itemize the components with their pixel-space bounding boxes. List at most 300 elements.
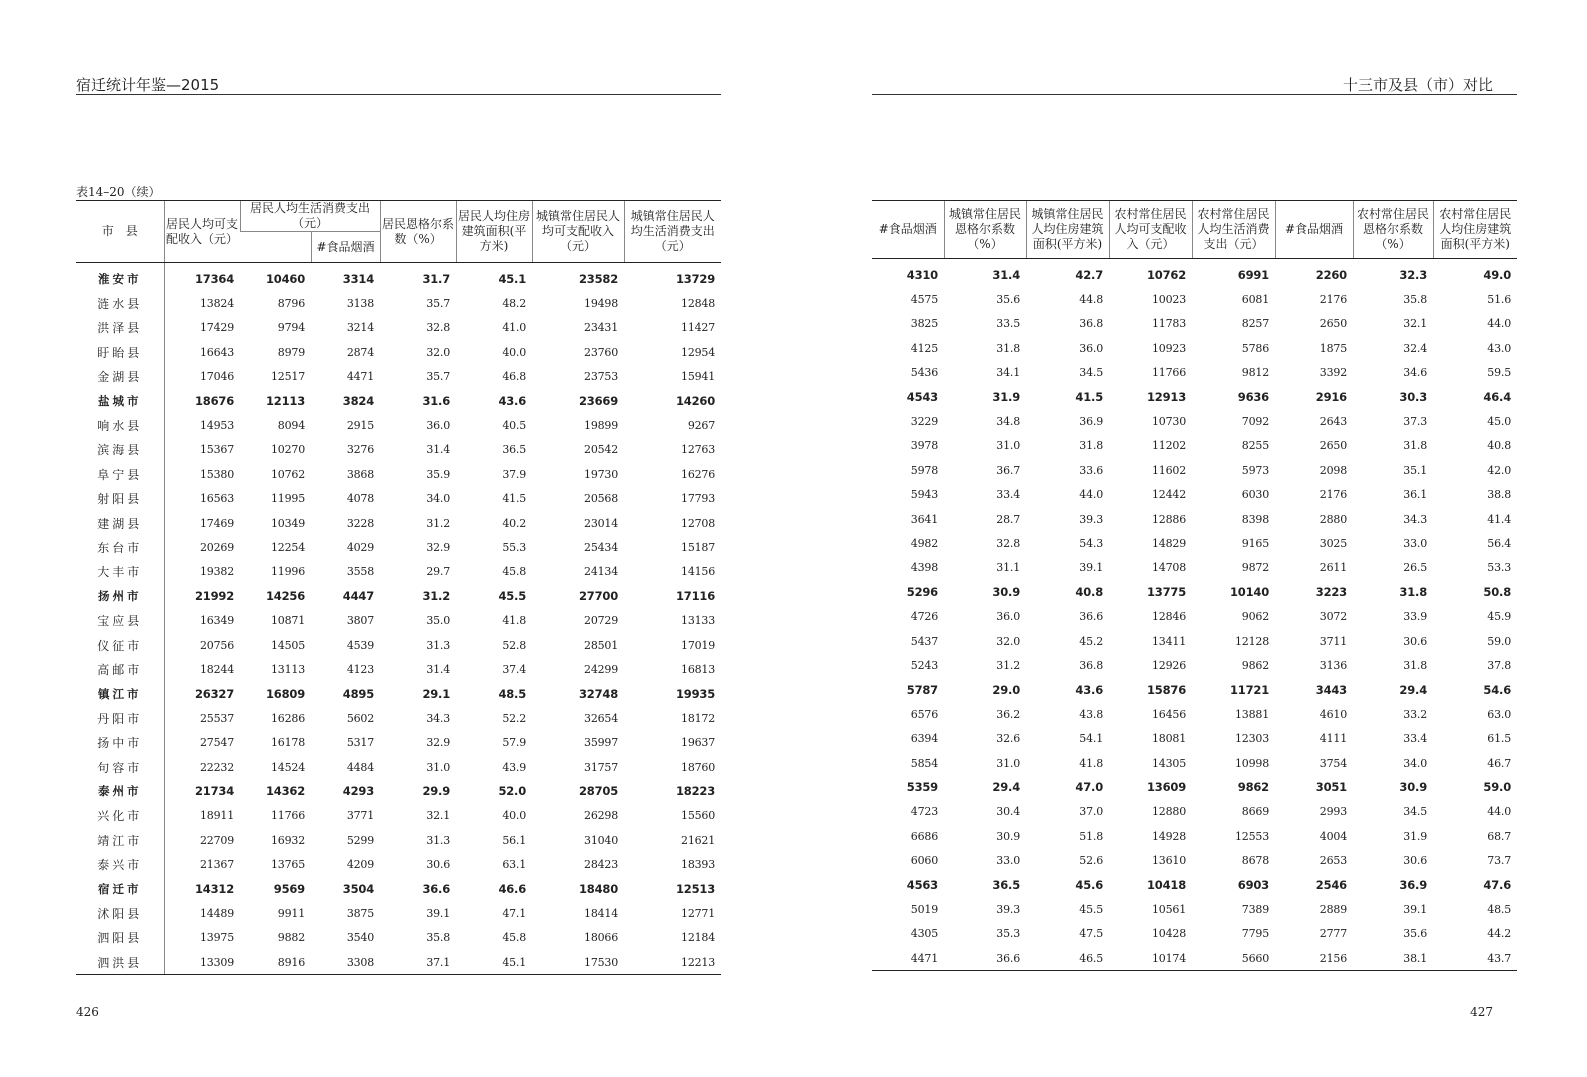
value-cell: 9862 [1237,780,1269,795]
value-cell: 5943 [910,488,938,502]
header-rural-income: 农村常住居民人均可支配收入（元） [1109,201,1192,259]
value-cell: 33.4 [996,488,1020,502]
value-cell: 11766 [271,809,305,823]
value-cell: 54.3 [1079,536,1103,550]
value-cell: 4471 [872,946,944,971]
value-cell: 41.8 [1079,756,1103,770]
table-caption: 表14–20（续） [76,185,161,199]
value-cell: 36.5 [502,443,527,457]
region-name-cell: 泰州市 [76,779,164,803]
value-cell: 4111 [1319,732,1347,746]
value-cell: 31.3 [426,833,451,847]
header-urban-housing: 城镇常住居民人均住房建筑面积(平方米) [1026,201,1109,259]
value-cell: 8796 [277,297,305,311]
region-name-cell: 洪泽县 [76,316,164,340]
table-row [76,657,721,681]
value-cell: 3136 [1319,658,1347,672]
region-name-cell: 射阳县 [76,487,164,511]
value-cell: 31.1 [996,561,1020,575]
value-cell: 35.3 [996,927,1020,941]
value-cell: 12954 [681,345,716,359]
value-cell: 12128 [1235,634,1269,648]
value-cell: 46.5 [1026,946,1109,971]
value-cell: 11721 [1229,682,1269,697]
value-cell: 38.8 [1487,488,1511,502]
value-cell: 8398 [1241,512,1269,526]
value-cell: 12303 [1235,732,1269,746]
value-cell: 6060 [910,854,938,868]
value-cell: 47.1 [502,906,527,920]
value-cell: 31.8 [1079,439,1103,453]
value-cell: 10270 [271,443,305,457]
value-cell: 2156 [1275,946,1353,971]
value-cell: 13975 [200,931,234,945]
header-urban-income: 城镇常住居民人均可支配收入（元） [532,201,624,263]
value-cell: 3025 [1319,536,1347,550]
value-cell: 17364 [194,272,234,287]
table-row [872,604,1517,628]
value-cell: 35997 [584,736,619,750]
value-cell: 47.5 [1079,927,1103,941]
value-cell: 7795 [1241,927,1269,941]
value-cell: 31.2 [422,589,451,604]
value-cell: 4078 [346,492,375,506]
region-name-cell: 泰兴市 [76,852,164,876]
value-cell: 10730 [1152,415,1186,429]
value-cell: 31.9 [1403,829,1427,843]
value-cell: 44.8 [1079,293,1103,307]
value-cell: 18244 [200,662,234,676]
value-cell: 47.0 [1075,780,1103,795]
value-cell: 36.9 [1079,415,1103,429]
value-cell: 42.0 [1487,463,1511,477]
value-cell: 18414 [584,906,619,920]
value-cell: 10140 [1229,585,1269,600]
value-cell: 34.1 [996,366,1020,380]
value-cell: 18223 [676,784,716,799]
value-cell: 40.8 [1075,585,1103,600]
right-running-header: 十三市及县（市）对比 [1342,76,1493,94]
value-cell: 3214 [346,321,375,335]
value-cell: 34.0 [1403,756,1427,770]
value-cell: 23014 [584,516,619,530]
value-cell: 11427 [681,321,716,335]
table-row [76,316,721,340]
value-cell: 7389 [1241,902,1269,916]
value-cell: 36.8 [1079,317,1103,331]
value-cell: 32.0 [996,634,1020,648]
header-urban-consumption: 城镇常住居民人均生活消费支出（元） [624,201,721,263]
value-cell: 11995 [271,492,305,506]
value-cell: 29.1 [422,686,451,701]
value-cell: 4610 [1319,707,1347,721]
value-cell: 32.4 [1403,341,1427,355]
value-cell: 4029 [346,540,375,554]
value-cell: 36.8 [1079,658,1103,672]
value-cell: 53.3 [1487,561,1511,575]
value-cell: 4293 [342,784,375,799]
table-row [872,336,1517,360]
value-cell: 17429 [200,321,234,335]
value-cell: 3392 [1319,366,1347,380]
value-cell: 10023 [1152,293,1186,307]
value-cell: 68.7 [1487,829,1511,843]
header-rural-housing: 农村常住居民人均住房建筑面积(平方米) [1433,201,1517,259]
region-name-cell: 涟水县 [76,291,164,315]
value-cell: 33.5 [996,317,1020,331]
table-row [872,483,1517,507]
value-cell: 18066 [584,931,619,945]
value-cell: 19637 [681,736,716,750]
value-cell: 19730 [584,467,619,481]
value-cell: 15941 [681,370,716,384]
value-cell: 19935 [676,686,716,701]
value-cell: 4723 [910,805,938,819]
value-cell: 18480 [579,881,619,896]
value-cell: 26.5 [1403,561,1427,575]
value-cell: 7092 [1241,415,1269,429]
value-cell: 18911 [200,809,234,823]
value-cell: 44.2 [1487,927,1511,941]
table-row [76,438,721,462]
value-cell: 12184 [681,931,716,945]
value-cell: 14489 [200,906,234,920]
value-cell: 14829 [1152,536,1186,550]
value-cell: 56.1 [502,833,527,847]
header-consumption-blank [240,232,311,263]
value-cell: 22709 [200,833,234,847]
table-row [872,385,1517,409]
value-cell: 29.4 [992,780,1020,795]
region-name-cell: 句容市 [76,755,164,779]
value-cell: 35.6 [1403,927,1427,941]
value-cell: 16809 [265,686,305,701]
value-cell: 18676 [194,394,234,409]
table-row [76,365,721,389]
value-cell: 12254 [271,540,305,554]
right-header-rule [872,94,1517,95]
region-name-cell: 盐城市 [76,389,164,413]
value-cell: 2889 [1319,902,1347,916]
header-rural-food: #食品烟酒 [1275,201,1353,259]
value-cell: 15187 [681,540,716,554]
table-row [76,608,721,632]
table-row [76,706,721,730]
value-cell: 31040 [584,833,619,847]
value-cell: 45.9 [1487,610,1511,624]
value-cell: 28423 [584,858,619,872]
value-cell: 13881 [1235,707,1269,721]
value-cell: 12513 [676,881,716,896]
value-cell: 31.4 [992,268,1020,283]
value-cell: 5978 [910,463,938,477]
value-cell: 45.5 [498,589,527,604]
value-cell: 10561 [1152,902,1186,916]
table-row [76,560,721,584]
region-name-cell: 阜宁县 [76,462,164,486]
value-cell: 27700 [579,589,619,604]
value-cell: 8979 [277,345,305,359]
right-statistics-table [872,200,1517,971]
table-row [76,462,721,486]
right-page-number: 427 [1470,1005,1493,1019]
table-row [872,897,1517,921]
value-cell: 2915 [346,419,375,433]
value-cell: 44.0 [1079,488,1103,502]
value-cell: 5436 [910,366,938,380]
table-row [872,800,1517,824]
value-cell: 31.0 [996,439,1020,453]
value-cell: 34.8 [996,415,1020,429]
value-cell: 48.2 [502,297,527,311]
table-row [872,531,1517,555]
table-row [76,877,721,901]
table-row [76,828,721,852]
value-cell: 6686 [910,829,938,843]
header-disposable-income: 居民人均可支配收入（元） [164,201,240,263]
table-row [872,507,1517,531]
value-cell: 12848 [681,297,716,311]
region-name-cell: 宿迁市 [76,877,164,901]
table-row [76,413,721,437]
header-rural-consumption: 农村常住居民人均生活消费支出（元） [1192,201,1275,259]
value-cell: 20269 [200,540,234,554]
value-cell: 32.3 [1399,268,1427,283]
value-cell: 37.3 [1403,415,1427,429]
value-cell: 4539 [346,638,375,652]
value-cell: 39.1 [426,906,451,920]
value-cell: 50.8 [1483,585,1511,600]
value-cell: 9636 [1237,390,1269,405]
value-cell: 2546 [1315,877,1347,892]
region-name-cell: 盱眙县 [76,340,164,364]
value-cell: 30.6 [1403,854,1427,868]
value-cell: 31.2 [426,516,451,530]
value-cell: 4895 [342,686,375,701]
table-row [76,852,721,876]
table-row [872,775,1517,799]
left-header-rule [76,94,721,95]
value-cell: 29.7 [426,565,451,579]
value-cell: 12926 [1152,658,1186,672]
value-cell: 2098 [1319,463,1347,477]
table-row [872,409,1517,433]
value-cell: 37.8 [1487,658,1511,672]
value-cell: 32.8 [426,321,451,335]
value-cell: 35.6 [996,293,1020,307]
value-cell: 25537 [200,711,234,725]
table-row [76,584,721,608]
table-row [76,804,721,828]
value-cell: 35.7 [426,370,451,384]
value-cell: 36.6 [1079,610,1103,624]
header-urban-food: #食品烟酒 [872,201,944,259]
value-cell: 5973 [1241,463,1269,477]
table-row [872,312,1517,336]
value-cell: 10871 [271,614,305,628]
value-cell: 12708 [681,516,716,530]
value-cell: 2993 [1319,805,1347,819]
value-cell: 3228 [346,516,375,530]
value-cell: 10998 [1235,756,1269,770]
value-cell: 16286 [271,711,305,725]
value-cell: 3978 [910,439,938,453]
value-cell: 30.9 [992,585,1020,600]
value-cell: 2777 [1319,927,1347,941]
value-cell: 17793 [681,492,716,506]
value-cell: 8257 [1241,317,1269,331]
value-cell: 12213 [624,950,721,975]
value-cell: 9794 [277,321,305,335]
header-engel: 居民恩格尔系数（%） [380,201,456,263]
value-cell: 13729 [676,272,716,287]
value-cell: 3825 [910,317,938,331]
value-cell: 14505 [271,638,305,652]
value-cell: 43.9 [502,760,527,774]
value-cell: 31.8 [1399,585,1427,600]
value-cell: 15367 [200,443,234,457]
value-cell: 5243 [910,658,938,672]
value-cell: 4543 [906,390,938,405]
value-cell: 42.7 [1075,268,1103,283]
value-cell: 13775 [1146,585,1186,600]
value-cell: 46.6 [498,881,527,896]
value-cell: 4982 [910,536,938,550]
value-cell: 31.4 [426,662,451,676]
value-cell: 16178 [271,736,305,750]
value-cell: 17469 [200,516,234,530]
value-cell: 45.6 [1075,877,1103,892]
value-cell: 46.8 [502,370,527,384]
value-cell: 3807 [346,614,375,628]
value-cell: 3229 [910,415,938,429]
table-row [872,946,1517,971]
value-cell: 54.6 [1483,682,1511,697]
table-row [76,511,721,535]
value-cell: 30.6 [1403,634,1427,648]
value-cell: 34.5 [1079,366,1103,380]
value-cell: 52.0 [498,784,527,799]
value-cell: 3443 [1315,682,1347,697]
value-cell: 13309 [164,950,240,975]
value-cell: 51.6 [1487,293,1511,307]
value-cell: 36.6 [422,881,451,896]
value-cell: 21734 [194,784,234,799]
table-row [76,263,721,292]
value-cell: 40.5 [502,419,527,433]
value-cell: 32748 [579,686,619,701]
value-cell: 51.8 [1079,829,1103,843]
header-consumption: 居民人均生活消费支出（元） [240,201,380,232]
value-cell: 31.6 [422,394,451,409]
value-cell: 3868 [346,467,375,481]
value-cell: 31.3 [426,638,451,652]
value-cell: 3558 [346,565,375,579]
region-name-cell: 淮安市 [76,263,164,292]
value-cell: 52.8 [502,638,527,652]
value-cell: 3504 [342,881,375,896]
value-cell: 3223 [1315,585,1347,600]
value-cell: 31.0 [426,760,451,774]
table-row [76,682,721,706]
table-row [76,487,721,511]
value-cell: 37.4 [502,662,527,676]
region-name-cell: 丹阳市 [76,706,164,730]
value-cell: 45.8 [502,565,527,579]
value-cell: 11766 [1152,366,1186,380]
value-cell: 45.5 [1079,902,1103,916]
value-cell: 10428 [1152,927,1186,941]
value-cell: 14362 [265,784,305,799]
table-row [872,824,1517,848]
value-cell: 5317 [346,736,375,750]
value-cell: 36.0 [1079,341,1103,355]
value-cell: 11602 [1152,463,1186,477]
value-cell: 36.1 [1403,488,1427,502]
value-cell: 31.8 [996,341,1020,355]
left-running-header: 宿迁统计年鉴—2015 [76,76,220,94]
region-name-cell: 宝应县 [76,608,164,632]
value-cell: 9862 [1241,658,1269,672]
value-cell: 36.6 [944,946,1026,971]
value-cell: 56.4 [1487,536,1511,550]
value-cell: 63.0 [1487,707,1511,721]
value-cell: 14312 [194,881,234,896]
value-cell: 6903 [1237,877,1269,892]
table-row [872,751,1517,775]
value-cell: 54.1 [1079,732,1103,746]
table-row [872,922,1517,946]
value-cell: 2176 [1319,293,1347,307]
value-cell: 34.0 [426,492,451,506]
value-cell: 5602 [346,711,375,725]
value-cell: 31.2 [996,658,1020,672]
value-cell: 16813 [681,662,716,676]
value-cell: 34.3 [1403,512,1427,526]
value-cell: 11783 [1152,317,1186,331]
value-cell: 39.1 [1079,561,1103,575]
header-food: #食品烟酒 [311,232,380,263]
value-cell: 9569 [273,881,305,896]
value-cell: 59.0 [1487,634,1511,648]
value-cell: 40.2 [502,516,527,530]
value-cell: 32.8 [996,536,1020,550]
value-cell: 41.5 [1075,390,1103,405]
value-cell: 4575 [910,293,938,307]
value-cell: 4726 [910,610,938,624]
value-cell: 18172 [681,711,716,725]
value-cell: 15560 [681,809,716,823]
value-cell: 9267 [687,419,716,433]
value-cell: 4447 [342,589,375,604]
value-cell: 32.1 [1403,317,1427,331]
region-name-cell: 大丰市 [76,560,164,584]
region-name-cell: 扬中市 [76,730,164,754]
header-region: 市 县 [76,201,164,263]
value-cell: 2653 [1319,854,1347,868]
value-cell: 3308 [311,950,380,975]
value-cell: 2643 [1319,415,1347,429]
value-cell: 27547 [200,736,234,750]
value-cell: 48.5 [1487,902,1511,916]
value-cell: 5437 [910,634,938,648]
value-cell: 45.8 [502,931,527,945]
value-cell: 44.0 [1487,805,1511,819]
value-cell: 61.5 [1487,732,1511,746]
value-cell: 33.0 [996,854,1020,868]
value-cell: 37.1 [380,950,456,975]
value-cell: 3641 [910,512,938,526]
